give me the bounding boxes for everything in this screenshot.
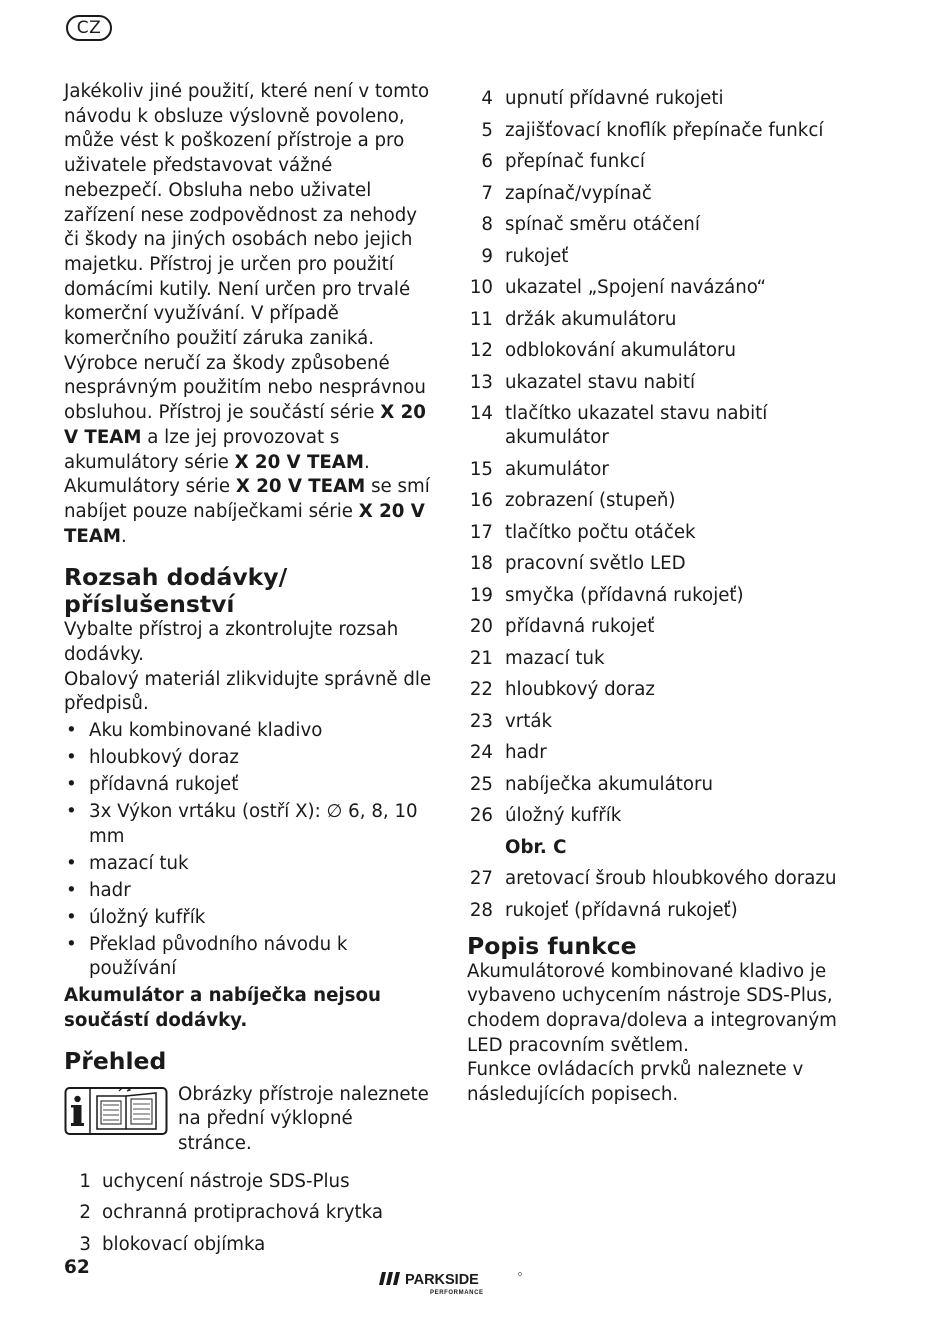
part-number: 12	[469, 340, 493, 361]
part-number: 25	[469, 773, 493, 795]
part-label: aretovací šroub hloubkového dorazu	[505, 868, 837, 889]
parts-item	[467, 308, 837, 332]
part-label: spínač směru otáčení	[505, 214, 700, 235]
list-item: • 3x Výkon vrtáku (ostří X): ∅ 6, 8, 10 mm	[64, 800, 434, 849]
parts-item	[64, 1201, 434, 1225]
part-label: tlačítko počtu otáček	[505, 521, 696, 543]
part-label: hadr	[505, 742, 547, 763]
parts-item	[64, 1233, 434, 1257]
parts-list-figure-c	[467, 867, 837, 923]
list-item: • Aku kombinované kladivo	[64, 719, 434, 744]
part-number: 5	[481, 119, 493, 141]
part-label: blokovací objímka	[102, 1233, 266, 1255]
part-label: ochranná protiprachová krytka	[102, 1202, 383, 1224]
parts-item	[467, 678, 837, 702]
parts-item	[467, 339, 837, 363]
part-number: 22	[469, 679, 493, 700]
left-column	[64, 80, 434, 1264]
part-number: 10	[469, 277, 493, 298]
part-number: 11	[469, 308, 493, 330]
part-label: smyčka (přídavná rukojeť)	[505, 584, 744, 606]
part-label: zajišťovací knoflík přepínače funkcí	[505, 119, 824, 141]
part-number: 15	[469, 458, 493, 480]
part-number: 20	[469, 616, 493, 637]
parts-item	[467, 710, 837, 734]
part-label: úložný kufřík	[505, 805, 622, 826]
part-number: 2	[79, 1202, 91, 1224]
part-label: rukojeť (přídavná rukojeť)	[505, 899, 738, 921]
parts-item	[467, 867, 837, 891]
scope-heading: Rozsah dodávky/ příslušenství	[64, 563, 288, 619]
parts-item	[467, 899, 837, 923]
parts-item	[467, 458, 837, 482]
parts-list	[64, 1170, 434, 1257]
language-badge: CZ	[66, 15, 112, 41]
part-number: 4	[481, 88, 493, 109]
part-label: držák akumulátoru	[505, 308, 677, 330]
logo-text: PARKSIDE	[405, 1272, 479, 1288]
part-label: přepínač funkcí	[505, 151, 645, 172]
part-label: pracovní světlo LED	[505, 553, 686, 574]
right-column	[467, 87, 837, 1108]
list-item: • Překlad původního návodu k používání	[64, 933, 434, 982]
info-text: Obrázky přístroje naleznete na přední výklopné stránce.	[178, 1083, 429, 1154]
scope-paragraph: Obalový materiál zlikvidujte správně dle předpisů.	[64, 668, 432, 715]
logo-subtext: PERFORMANCE	[430, 1290, 484, 1296]
part-number: 18	[469, 553, 493, 574]
part-label: ukazatel stavu nabití	[505, 371, 696, 393]
part-number: 23	[469, 710, 493, 732]
scope-list	[64, 719, 434, 982]
part-number: 21	[469, 647, 493, 669]
part-number: 3	[79, 1233, 91, 1255]
figure-c-label: Obr. C	[505, 836, 567, 858]
parts-item	[467, 402, 837, 450]
parts-item	[467, 245, 837, 269]
part-number: 28	[469, 899, 493, 921]
intended-use-paragraph	[64, 80, 434, 549]
parts-list	[467, 87, 837, 828]
scope-paragraph: Vybalte přístroj a zkontrolujte rozsah dodávky.	[64, 619, 399, 666]
part-number: 16	[469, 490, 493, 511]
function-paragraph: Funkce ovládacích prvků naleznete v následujících popisech.	[467, 1059, 804, 1106]
parts-item	[467, 182, 837, 206]
parts-item	[467, 584, 837, 608]
list-item: • přídavná rukojeť	[64, 773, 434, 798]
list-item: • mazací tuk	[64, 852, 434, 877]
list-item: • úložný kufřík	[64, 906, 434, 931]
parts-item	[467, 521, 837, 545]
part-label: přídavná rukojeť	[505, 616, 655, 637]
parts-item	[467, 741, 837, 765]
intro-text: Jakékoliv jiné použití, které není v tomto návodu k obsluze výslovně povoleno, může vést k poškození přístroje a pro uživatele představovat vážné nebezpečí. Obsluha nebo uživatel zařízení nese zodpovědnost za nehody či škody na jiných osobách nebo jejich majetku. Přístroj je určen pro použití domácími kutily. Není určen pro trvalé komerční využívání. V případě komerčního použití záruka zaniká. Výrobce neručí za škody způsobené nesprávným použitím nebo nesprávnou obsluhou. Přístroj je součástí série	[64, 81, 430, 424]
intro-text: se smí nabíjet pouze nabíječkami série	[64, 476, 430, 522]
part-number: 7	[481, 182, 493, 204]
part-label: mazací tuk	[505, 647, 605, 669]
parts-item	[467, 276, 837, 300]
function-heading: Popis funkce	[467, 931, 637, 960]
parts-item	[467, 150, 837, 174]
part-number: 26	[469, 805, 493, 826]
info-manual-icon	[64, 1083, 168, 1136]
series-name: X 20 V TEAM	[235, 476, 366, 498]
page-number: 62	[64, 1257, 90, 1278]
part-number: 27	[469, 868, 493, 889]
intro-text: a lze jej provozovat s akumulátory série	[64, 426, 340, 473]
parts-item	[467, 615, 837, 639]
parkside-logo-icon	[376, 1266, 524, 1298]
part-label: uchycení nástroje SDS-Plus	[102, 1170, 350, 1192]
part-label: nabíječka akumulátoru	[505, 773, 714, 795]
part-number: 14	[469, 403, 493, 424]
parts-item	[64, 1170, 434, 1194]
parts-item	[467, 773, 837, 797]
parts-item	[467, 552, 837, 576]
parts-item	[467, 371, 837, 395]
part-label: rukojeť	[505, 245, 569, 267]
parts-item	[467, 87, 837, 111]
part-number: 13	[469, 371, 493, 393]
scope-note: Akumulátor a nabíječka nejsou součástí dodávky.	[64, 985, 381, 1031]
list-item: • hloubkový doraz	[64, 746, 434, 771]
part-label: hloubkový doraz	[505, 679, 655, 700]
info-note	[64, 1083, 434, 1157]
series-name: X 20 V TEAM	[234, 451, 364, 473]
intro-text: . Akumulátory série	[64, 451, 370, 498]
part-label: tlačítko ukazatel stavu nabití akumulátor	[505, 403, 768, 448]
intro-text: .	[121, 525, 127, 547]
part-label: vrták	[505, 710, 553, 732]
part-number: 6	[481, 151, 493, 172]
part-label: akumulátor	[505, 458, 609, 480]
function-paragraph: Akumulátorové kombinované kladivo je vybaveno uchycením nástroje SDS-Plus, chodem doprava/doleva a integrovaným LED pracovním světlem.	[467, 960, 837, 1056]
parts-item	[467, 213, 837, 237]
overview-heading: Přehled	[64, 1046, 167, 1075]
parts-item	[467, 489, 837, 513]
series-name: X 20 V TEAM	[64, 402, 426, 448]
part-label: odblokování akumulátoru	[505, 340, 737, 361]
series-name: X 20 V TEAM	[64, 500, 425, 547]
part-number: 24	[469, 742, 493, 763]
part-label: zobrazení (stupeň)	[505, 490, 676, 511]
parts-item	[467, 804, 837, 828]
list-item: • hadr	[64, 879, 434, 904]
part-label: upnutí přídavné rukojeti	[505, 88, 724, 109]
part-label: ukazatel „Spojení navázáno“	[505, 277, 767, 298]
part-number: 9	[481, 245, 493, 267]
part-number: 8	[481, 214, 493, 235]
part-number: 19	[469, 584, 493, 606]
parts-item	[467, 647, 837, 671]
part-number: 17	[469, 521, 493, 543]
part-number: 1	[79, 1170, 91, 1192]
parts-item	[467, 119, 837, 143]
part-label: zapínač/vypínač	[505, 182, 652, 204]
